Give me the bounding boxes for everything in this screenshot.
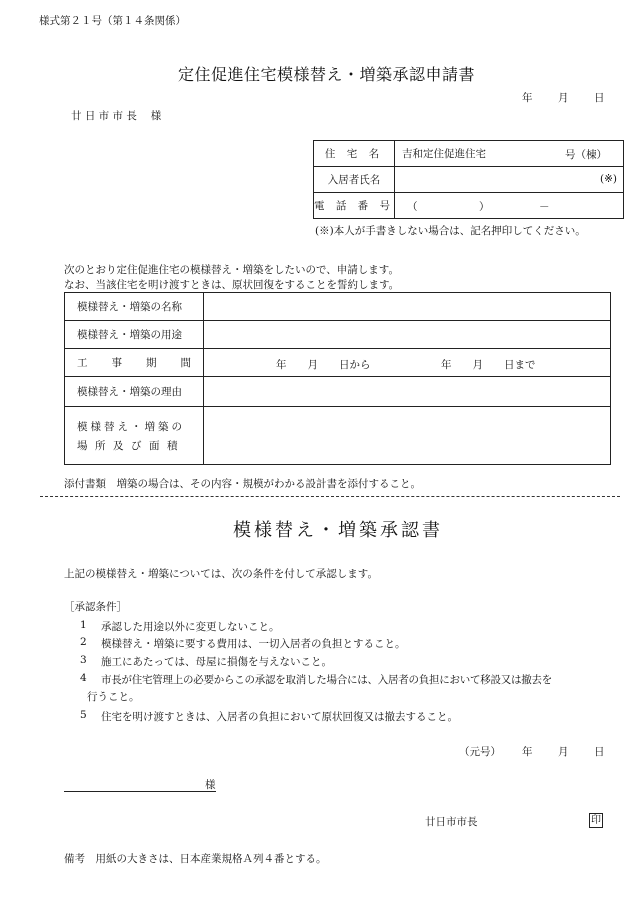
approval-month: 月: [558, 746, 569, 758]
construction-period-label: [65, 349, 204, 377]
residence-value-cell[interactable]: [395, 141, 624, 167]
recipient-suffix: 様: [205, 779, 216, 791]
renovation-purpose-label: 模様替え・増築の用途: [65, 321, 204, 349]
renovation-name-cell[interactable]: [204, 293, 611, 321]
approval-era: （元号）: [459, 746, 501, 758]
phone-label: 電 話 番 号: [314, 193, 395, 219]
date-year: 年: [522, 92, 533, 104]
intro-line-1: 次のとおり定住促進住宅の模様替え・増築をしたいので、申請します。: [64, 264, 399, 276]
resident-name-mark: (※): [600, 173, 618, 185]
approval-intro: 上記の模様替え・増築については、次の条件を付して承認します。: [64, 568, 378, 580]
condition-1-text: 承認した用途以外に変更しないこと。: [101, 621, 280, 633]
condition-4-text: 市長が住宅管理上の必要からこの承認を取消した場合には、入居者の負担において移設又は撤去を: [101, 674, 552, 686]
seal-stamp: 印: [591, 815, 601, 826]
date-day: 日: [594, 92, 605, 104]
date-month: 月: [558, 92, 569, 104]
cut-line: [40, 496, 620, 497]
renovation-reason-cell[interactable]: [204, 377, 611, 407]
condition-5-text: 住宅を明け渡すときは、入居者の負担において原状回復又は撤去すること。: [101, 711, 458, 723]
condition-5-num: 5: [80, 709, 87, 721]
addressee: 廿 日 市 市 長 様: [71, 110, 162, 122]
phone-cell[interactable]: [395, 193, 624, 219]
application-table: [64, 292, 611, 465]
period-end: 年 月 日まで: [441, 359, 536, 371]
phone-close-paren: ）: [479, 201, 490, 213]
place-area-label-line-2: 場所及び面積: [77, 439, 185, 452]
condition-2-num: 2: [80, 636, 87, 648]
phone-open-paren: （: [407, 201, 418, 213]
period-label-char-2: 事: [111, 357, 122, 369]
place-area-label-line-1: 模様替え・増築の: [77, 420, 185, 433]
attachment-note: 添付書類 増築の場合は、その内容・規模がわかる設計書を添付すること。: [64, 478, 421, 490]
resident-name-cell[interactable]: [395, 167, 624, 193]
condition-3-text: 施工にあたっては、母屋に損傷を与えないこと。: [101, 656, 332, 668]
recipient-name-line: [64, 791, 216, 792]
renovation-purpose-cell[interactable]: [204, 321, 611, 349]
condition-4-num: 4: [80, 672, 87, 684]
approval-day: 日: [594, 746, 605, 758]
period-label-char-1: 工: [77, 357, 88, 369]
period-label-char-4: 間: [180, 357, 191, 369]
approval-title: 模様替え・増築承認書: [233, 520, 443, 541]
resident-name-label: 入居者氏名: [314, 167, 395, 193]
period-label-char-3: 期: [146, 357, 157, 369]
renovation-reason-label: 模様替え・増築の理由: [65, 377, 204, 407]
application-title: 定住促進住宅模様替え・増築承認申請書: [178, 65, 476, 84]
construction-period-cell[interactable]: [204, 349, 611, 377]
approval-year: 年: [522, 746, 533, 758]
place-area-label: [65, 407, 204, 465]
residence-label: 住 宅 名: [314, 141, 395, 167]
applicant-note: (※)本人が手書きしない場合は、記名押印してください。: [315, 225, 586, 237]
residence-suffix: 号（棟）: [565, 149, 608, 161]
conditions-heading: ［承認条件］: [64, 601, 127, 613]
form-number: 様式第２１号（第１４条関係）: [39, 15, 186, 27]
issuer: 廿日市市長: [425, 816, 478, 828]
condition-4-continuation: 行うこと。: [87, 691, 140, 703]
remarks: 備考 用紙の大きさは、日本産業規格Ａ列４番とする。: [64, 853, 327, 865]
period-start: 年 月 日から: [276, 359, 371, 371]
place-area-cell[interactable]: [204, 407, 611, 465]
condition-2-text: 模様替え・増築に要する費用は、一切入居者の負担とすること。: [101, 638, 406, 650]
phone-dash: －: [539, 201, 550, 213]
condition-1-num: 1: [80, 619, 87, 631]
intro-line-2: なお、当該住宅を明け渡すときは、原状回復をすることを誓約します。: [64, 279, 400, 291]
applicant-table: [313, 140, 624, 219]
residence-value: 吉和定住促進住宅: [402, 148, 487, 160]
renovation-name-label: 模様替え・増築の名称: [65, 293, 204, 321]
condition-3-num: 3: [80, 654, 87, 666]
